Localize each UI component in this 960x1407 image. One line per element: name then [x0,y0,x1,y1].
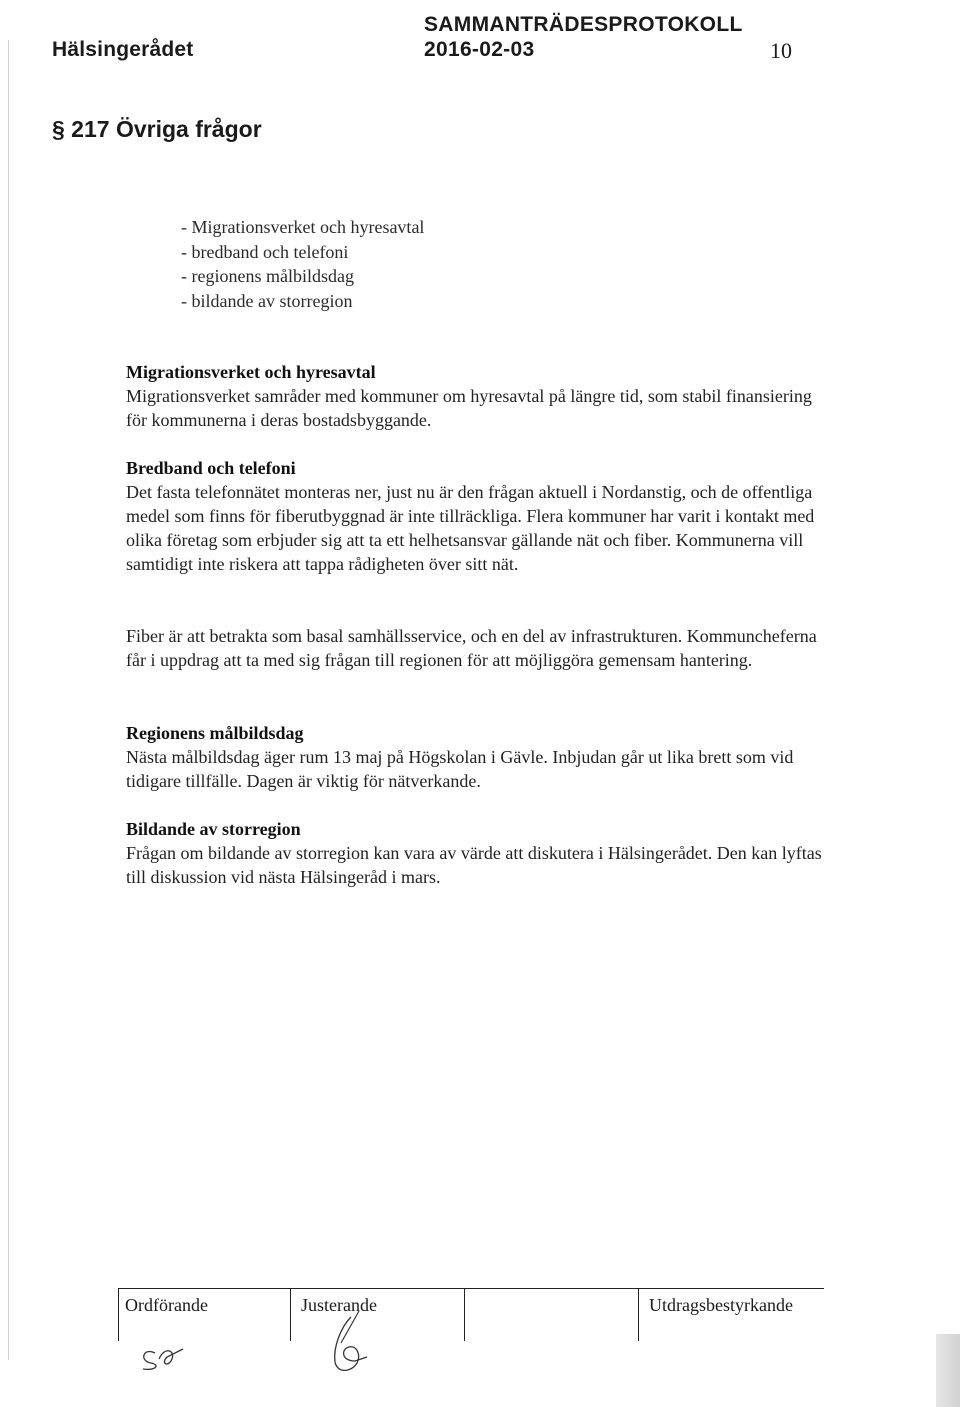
chair-label: Ordförande [125,1295,208,1315]
agenda-item: - bredband och telefoni [181,240,424,265]
topic-heading: Migrationsverket och hyresavtal [126,362,376,382]
certifier-cell [638,1289,825,1341]
topic-heading: Bildande av storregion [126,819,301,839]
topic-paragraph: Det fasta telefonnätet monteras ner, just nu är den frågan aktuell i Nordanstig, och de offentliga medel som finns för fiberutbyggnad är inte tillräckliga. Flera kommuner har varit i kontakt med olika företag som erbjuder sig att ta ett helhetsansvar gällande nät och fiber. Kommunerna vill samtidigt inte riskera att tappa rådigheten över sitt nät. [126,482,815,574]
adjuster-cell [290,1289,465,1341]
document-type: SAMMANTRÄDESPROTOKOLL [424,13,743,36]
topic-broadband [126,456,826,576]
topic-heading: Bredband och telefoni [126,458,296,478]
signature-table [118,1288,824,1367]
adjuster-label: Justerande [301,1295,377,1315]
agenda-item: - Migrationsverket och hyresavtal [181,215,424,240]
topic-paragraph: Migrationsverket samråder med kommuner om hyresavtal på längre tid, som stabil finansiering för kommunerna i deras bostadsbyggande. [126,386,812,430]
topic-target-day [126,721,826,793]
topic-migration [126,360,826,432]
topic-paragraph: Nästa målbildsdag äger rum 13 maj på Högskolan i Gävle. Inbjudan går ut lika brett som vid tidigare tillfälle. Dagen är viktig för nätverkande. [126,747,794,791]
chair-cell [118,1289,291,1341]
organization-name: Hälsingerådet [52,38,194,61]
topic-paragraph: Frågan om bildande av storregion kan vara av värde att diskutera i Hälsingerådet. Den kan lyftas till diskussion vid nästa Hälsingeråd i mars. [126,843,822,887]
section-title: § 217 Övriga frågor [52,116,262,142]
agenda-item: - regionens målbildsdag [181,264,424,289]
topic-paragraph: Fiber är att betrakta som basal samhällsservice, och en del av infrastrukturen. Kommuncheferna får i uppdrag att ta med sig frågan till regionen för att möjliggöra gemensam hantering. [126,626,817,670]
scan-edge-line [8,40,9,1360]
topic-region [126,817,826,889]
meeting-date: 2016-02-03 [424,38,535,61]
topic-fiber [126,624,826,672]
topic-heading: Regionens målbildsdag [126,723,304,743]
page-number: 10 [770,38,792,63]
certifier-label: Utdragsbestyrkande [649,1295,793,1315]
agenda-item: - bildande av storregion [181,289,424,314]
chair-signature [125,1311,215,1371]
agenda-list [181,215,424,313]
blank-cell [464,1289,639,1341]
adjuster-signature [311,1307,391,1377]
scan-artifact [936,1334,960,1407]
